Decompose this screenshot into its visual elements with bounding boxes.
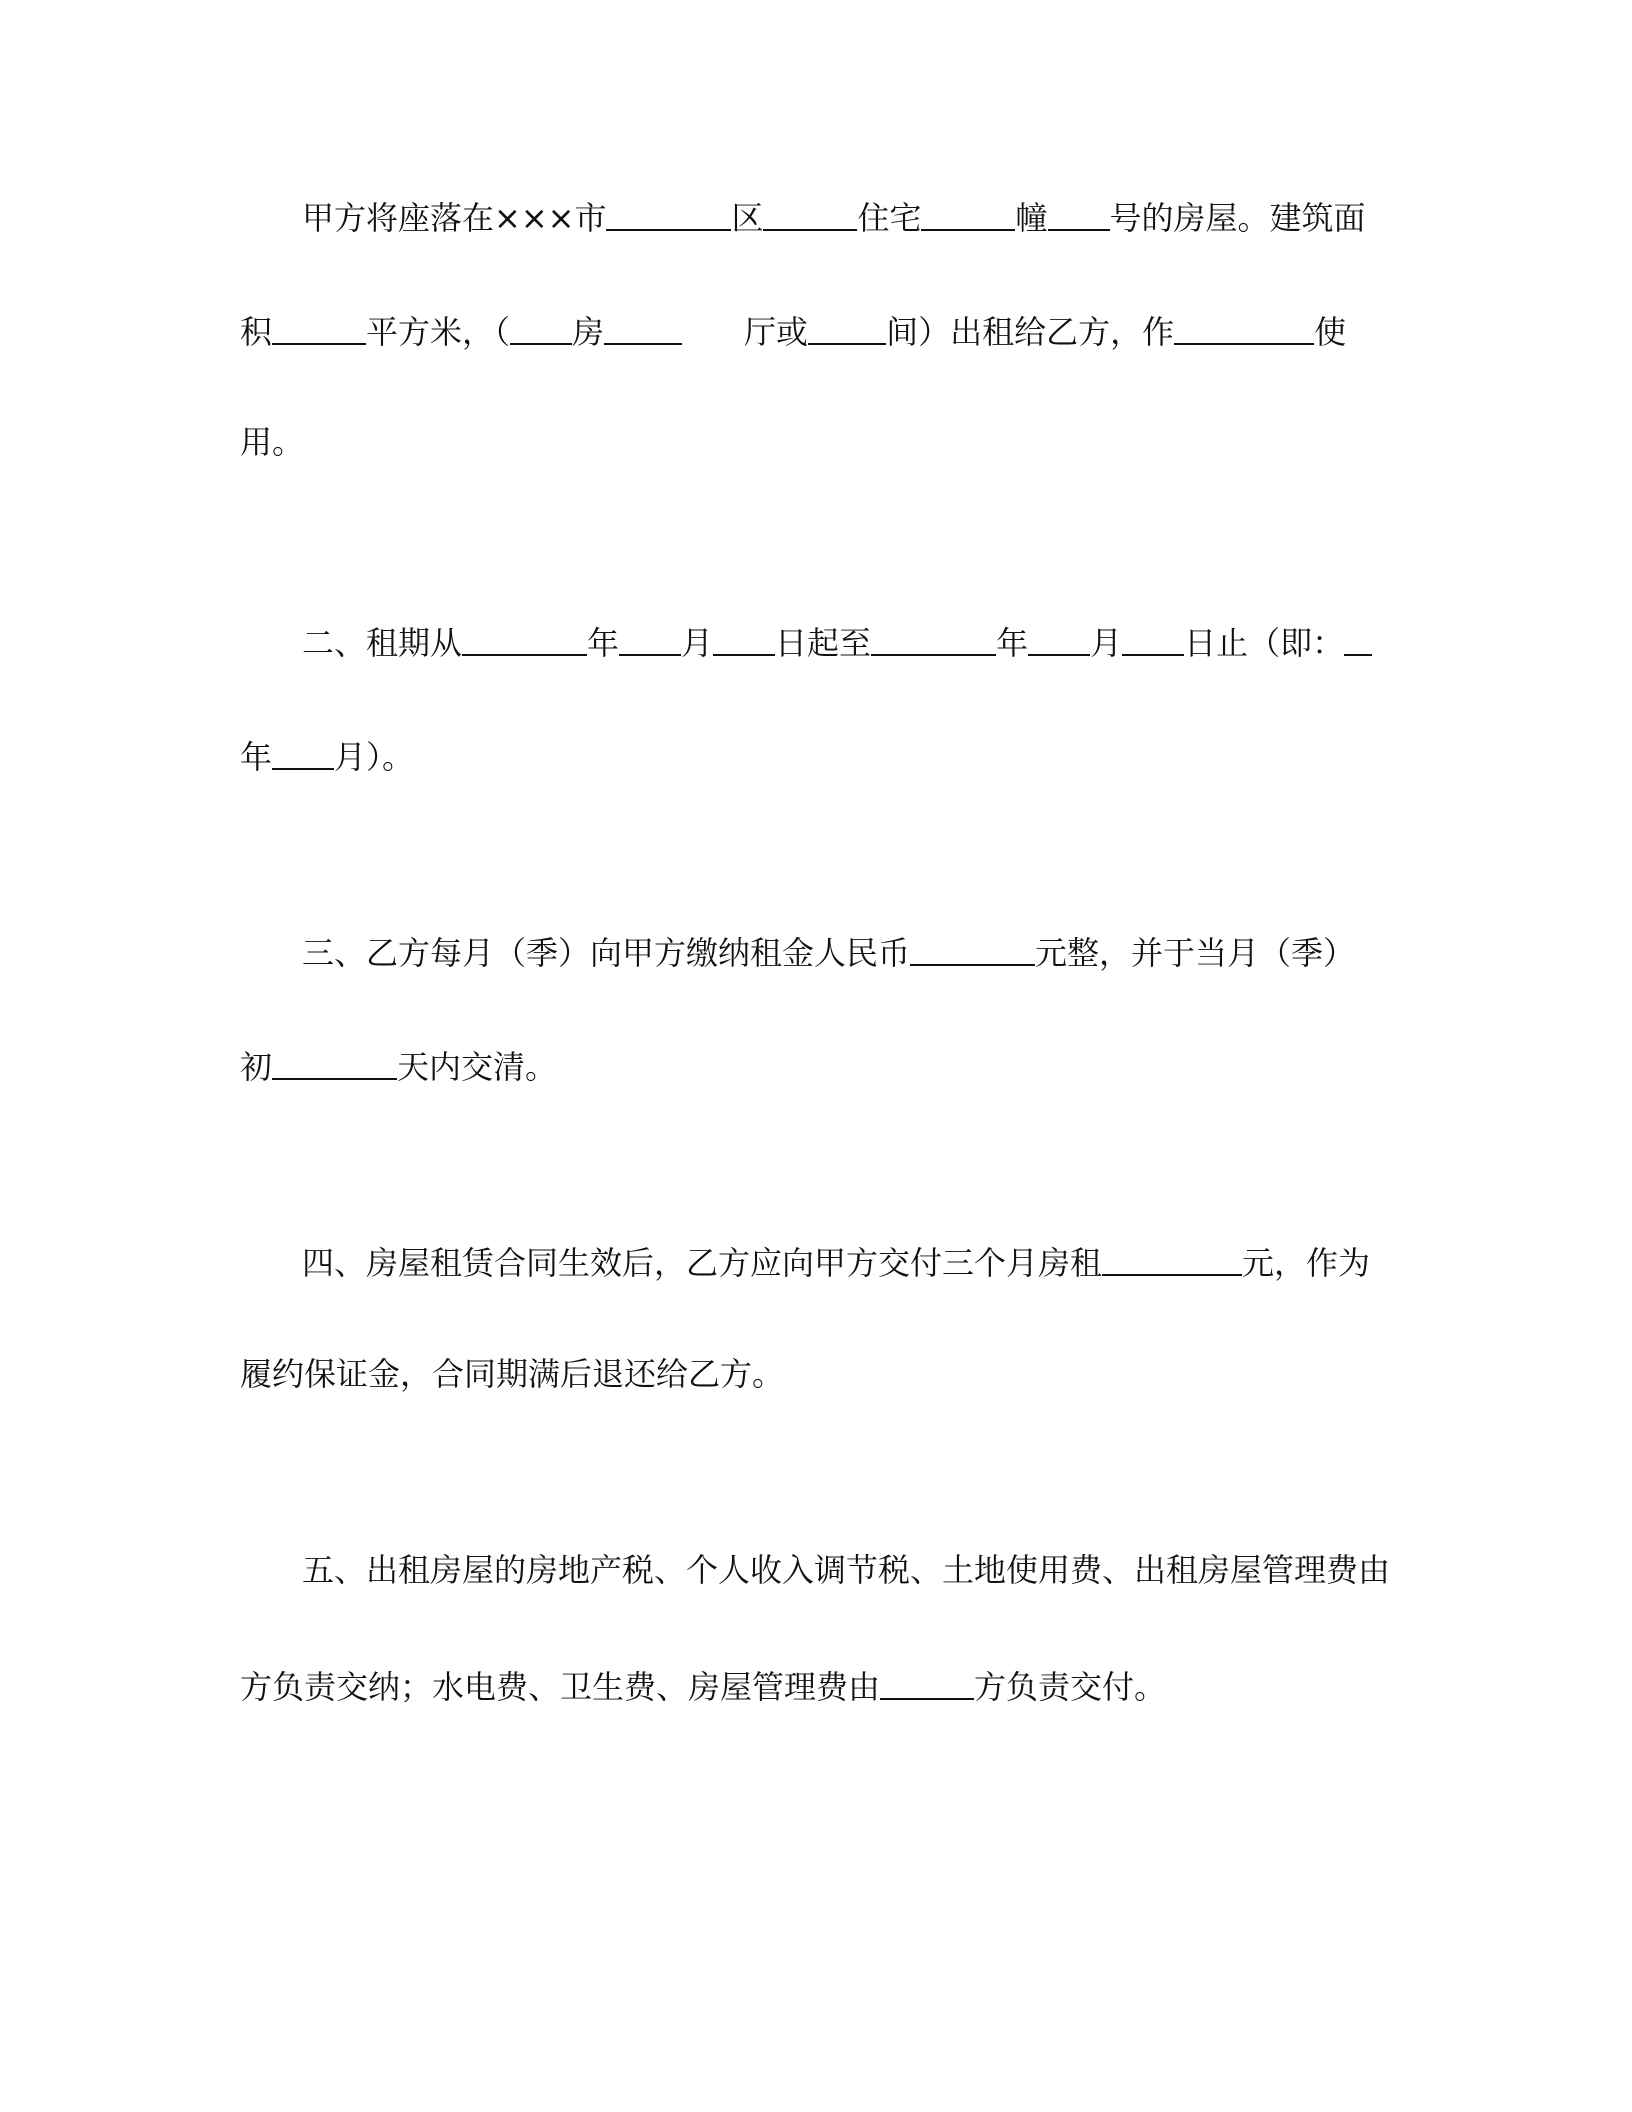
- fill-blank-start-day[interactable]: [713, 620, 775, 656]
- text-segment: 月: [681, 624, 714, 662]
- text-segment: 方负责交付。: [974, 1668, 1167, 1706]
- text-segment: 间）出租给乙方，作: [886, 313, 1175, 351]
- text-segment: 天内交清。: [397, 1048, 558, 1086]
- text-segment: 平方米，（: [366, 313, 511, 351]
- fill-blank-start-month[interactable]: [619, 620, 681, 656]
- text-segment: 年: [996, 624, 1029, 662]
- text-segment: 区: [731, 199, 764, 237]
- text-segment: 方负责交纳；水电费、卫生费、房屋管理费由: [240, 1668, 881, 1706]
- fill-blank-start-year[interactable]: [462, 620, 587, 656]
- fill-blank-payment-days[interactable]: [272, 1044, 397, 1080]
- text-segment: 元整，并于当月（季）: [1035, 934, 1356, 972]
- text-segment: 用。: [240, 423, 305, 461]
- text-segment: 积: [240, 313, 273, 351]
- fill-blank-rooms[interactable]: [510, 309, 572, 345]
- text-segment: 初: [240, 1048, 273, 1086]
- fill-blank-end-day[interactable]: [1122, 620, 1184, 656]
- clause-5-line-2: [240, 1662, 1392, 1706]
- fill-blank-area[interactable]: [272, 309, 366, 345]
- text-segment: 五、出租房屋的房地产税、个人收入调节税、土地使用费、出租房屋管理费由: [302, 1551, 1391, 1589]
- clause-3-line-2: [240, 1042, 1392, 1086]
- text-segment: 甲方将座落在×××市: [302, 199, 607, 237]
- clause-2-line-1: [302, 618, 1392, 662]
- fill-blank-usage[interactable]: [1174, 309, 1314, 345]
- clause-3-line-1: [302, 928, 1392, 972]
- fill-blank-deposit-amount[interactable]: [1102, 1240, 1242, 1276]
- text-segment: 号的房屋。建筑面: [1109, 199, 1366, 237]
- text-segment: 幢: [1015, 199, 1048, 237]
- text-segment: 厅或: [744, 313, 809, 351]
- fill-blank-duration-years[interactable]: [1344, 620, 1372, 656]
- clause-4-line-1: [302, 1238, 1392, 1282]
- fill-blank-rent-amount[interactable]: [910, 930, 1035, 966]
- text-segment: 住宅: [857, 199, 922, 237]
- fill-blank-end-year[interactable]: [871, 620, 996, 656]
- fill-blank-spaces[interactable]: [808, 309, 886, 345]
- text-segment: 年: [587, 624, 620, 662]
- text-segment: 日起至: [775, 624, 872, 662]
- clause-4-line-2: [240, 1352, 1392, 1396]
- clause-2-line-2: [240, 732, 1392, 776]
- clause-1-line-2: [240, 307, 1392, 351]
- text-segment: 四、房屋租赁合同生效后，乙方应向甲方交付三个月房租: [302, 1244, 1103, 1282]
- text-segment: 三、乙方每月（季）向甲方缴纳租金人民币: [302, 934, 911, 972]
- text-segment: 房: [572, 313, 605, 351]
- text-segment: 年: [240, 738, 273, 776]
- text-segment: 二、租期从: [302, 624, 463, 662]
- fill-blank-end-month[interactable]: [1028, 620, 1090, 656]
- text-segment: 使: [1314, 313, 1347, 351]
- clause-1-line-1: [302, 193, 1392, 237]
- text-segment: 日止（即：: [1184, 624, 1345, 662]
- text-segment: 月: [1090, 624, 1123, 662]
- text-segment: 元，作为: [1242, 1244, 1371, 1282]
- clause-1-line-3: [240, 420, 1392, 464]
- fill-blank-halls[interactable]: [604, 309, 682, 345]
- fill-blank-utility-party[interactable]: [880, 1664, 974, 1700]
- fill-blank-building[interactable]: [921, 195, 1015, 231]
- fill-blank-residence[interactable]: [763, 195, 857, 231]
- text-segment: 月）。: [334, 738, 415, 776]
- text-segment: 履约保证金，合同期满后退还给乙方。: [240, 1355, 785, 1393]
- clause-5-line-1: [302, 1548, 1392, 1592]
- fill-blank-district[interactable]: [606, 195, 731, 231]
- fill-blank-duration-months[interactable]: [272, 734, 334, 770]
- fill-blank-number[interactable]: [1048, 195, 1110, 231]
